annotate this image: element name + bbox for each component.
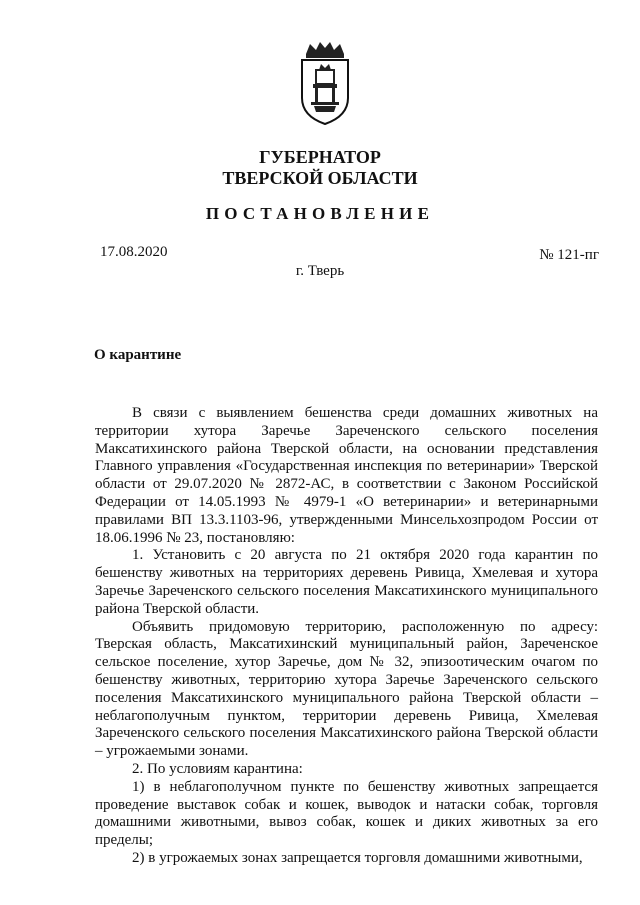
document-type-heading: ПОСТАНОВЛЕНИЕ	[205, 204, 435, 223]
paragraph-preamble: В связи с выявлением бешенства среди домашних животных на территории хутора Заречье Зареченского сельского поселения Максатихинского района Тверской области, на основании представления Главного управления «Государственная инспекция по ветеринарии» Тверской области от 29.07.2020 № 2872-АС, в соответствии с Законом Российской Федерации от 14.05.1993 № 4979-1 «О ветеринарии» и ветеринарными правилами ВП 13.3.1103-96, утвержденными Минсельхозпродом России от 18.06.1996 № 23, постановляю:	[95, 405, 598, 546]
document-date: 17.08.2020	[100, 244, 168, 260]
document-city: г. Тверь	[295, 263, 345, 279]
document-body	[95, 405, 598, 868]
coat-of-arms-emblem	[296, 40, 354, 126]
paragraph-subitem-1: 1) в неблагополучном пункте по бешенству животных запрещается проведение выставок собак и кошек, выводок и натаски собак, торговля домашними животными, вывоз собак, кошек и диких животных за его пределы;	[95, 778, 598, 849]
document-number: № 121-пг	[539, 247, 599, 263]
issuer-title-line1: ГУБЕРНАТОР	[259, 147, 381, 167]
paragraph-declaration: Объявить придомовую территорию, расположенную по адресу: Тверская область, Максатихинский муниципальный район, Зареченское сельское поселение, хутор Заречье, дом № 32, эпизоотическим очагом по бешенству животных, территорию хутора Заречье Зареченского сельского поселения Максатихинского муниципального района Тверской области – неблагополучным пунктом, территории деревень Ривица, Хмелевая Зареченского сельского поселения Максатихинского района Тверской области – угрожаемыми зонами.	[95, 618, 598, 760]
paragraph-item-2: 2. По условиям карантина:	[132, 760, 303, 777]
paragraph-item-1: 1. Установить с 20 августа по 21 октября 2020 года карантин по бешенству животных на территориях деревень Ривица, Хмелевая и хутора Заречье Зареченского сельского поселения Максатихинского муниципального района Тверской области.	[95, 547, 598, 617]
document-subject: О карантине	[94, 347, 182, 363]
paragraph-subitem-2: 2) в угрожаемых зонах запрещается торговля домашними животными,	[132, 849, 583, 866]
issuer-title-line2: ТВЕРСКОЙ ОБЛАСТИ	[222, 168, 418, 188]
